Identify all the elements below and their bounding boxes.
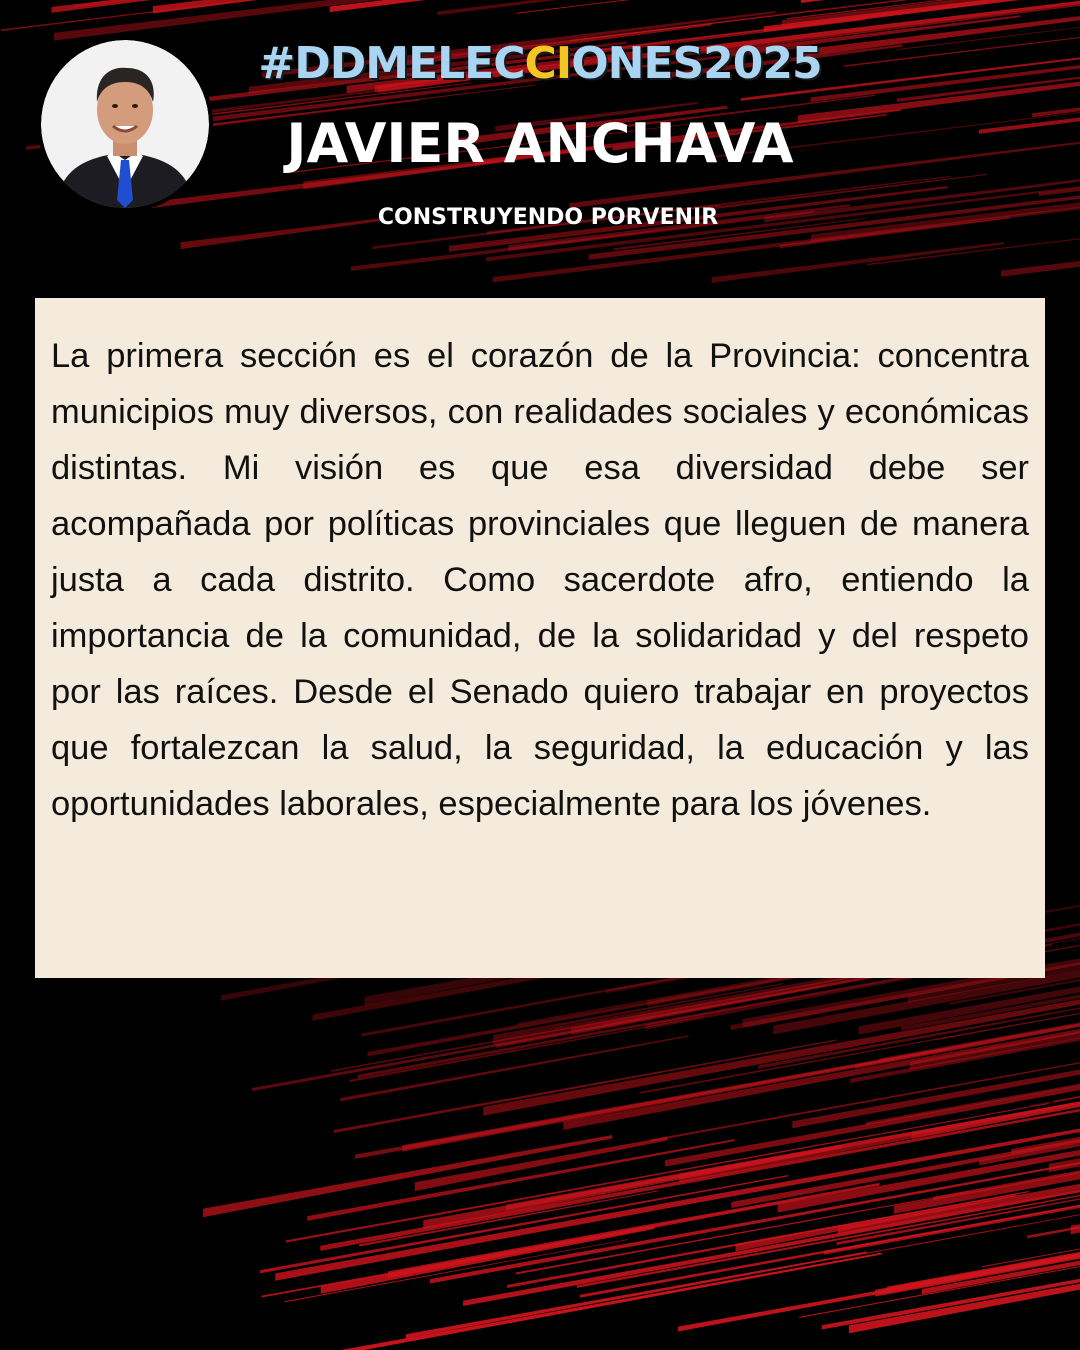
- hashtag-highlight: CI: [524, 38, 572, 89]
- hashtag-part-1: #DDMELEC: [258, 38, 525, 89]
- candidate-portrait: [41, 40, 209, 208]
- quote-card: [35, 298, 1045, 978]
- candidate-name: JAVIER ANCHAVA: [286, 112, 794, 175]
- quote-text: La primera sección es el corazón de la Provincia: concentra municipios muy diversos, con realidades sociales y económicas distintas. Mi visión es que esa diversidad debe ser acompañada por políticas provinciales que lleguen de manera justa a cada distrito. Como sacerdote afro, entiendo la importancia de la comunidad, de la solidaridad y del respeto por las raíces. Desde el Senado quiero trabajar en proyectos que fortalezcan la salud, la seguridad, la educación y las oportunidades laborales, especialmente para los jóvenes.: [51, 337, 1029, 823]
- party-name: CONSTRUYENDO PORVENIR: [377, 205, 719, 230]
- hashtag-part-2: ONES2025: [571, 38, 822, 89]
- candidate-avatar: [37, 36, 213, 212]
- campaign-hashtag: [240, 38, 840, 90]
